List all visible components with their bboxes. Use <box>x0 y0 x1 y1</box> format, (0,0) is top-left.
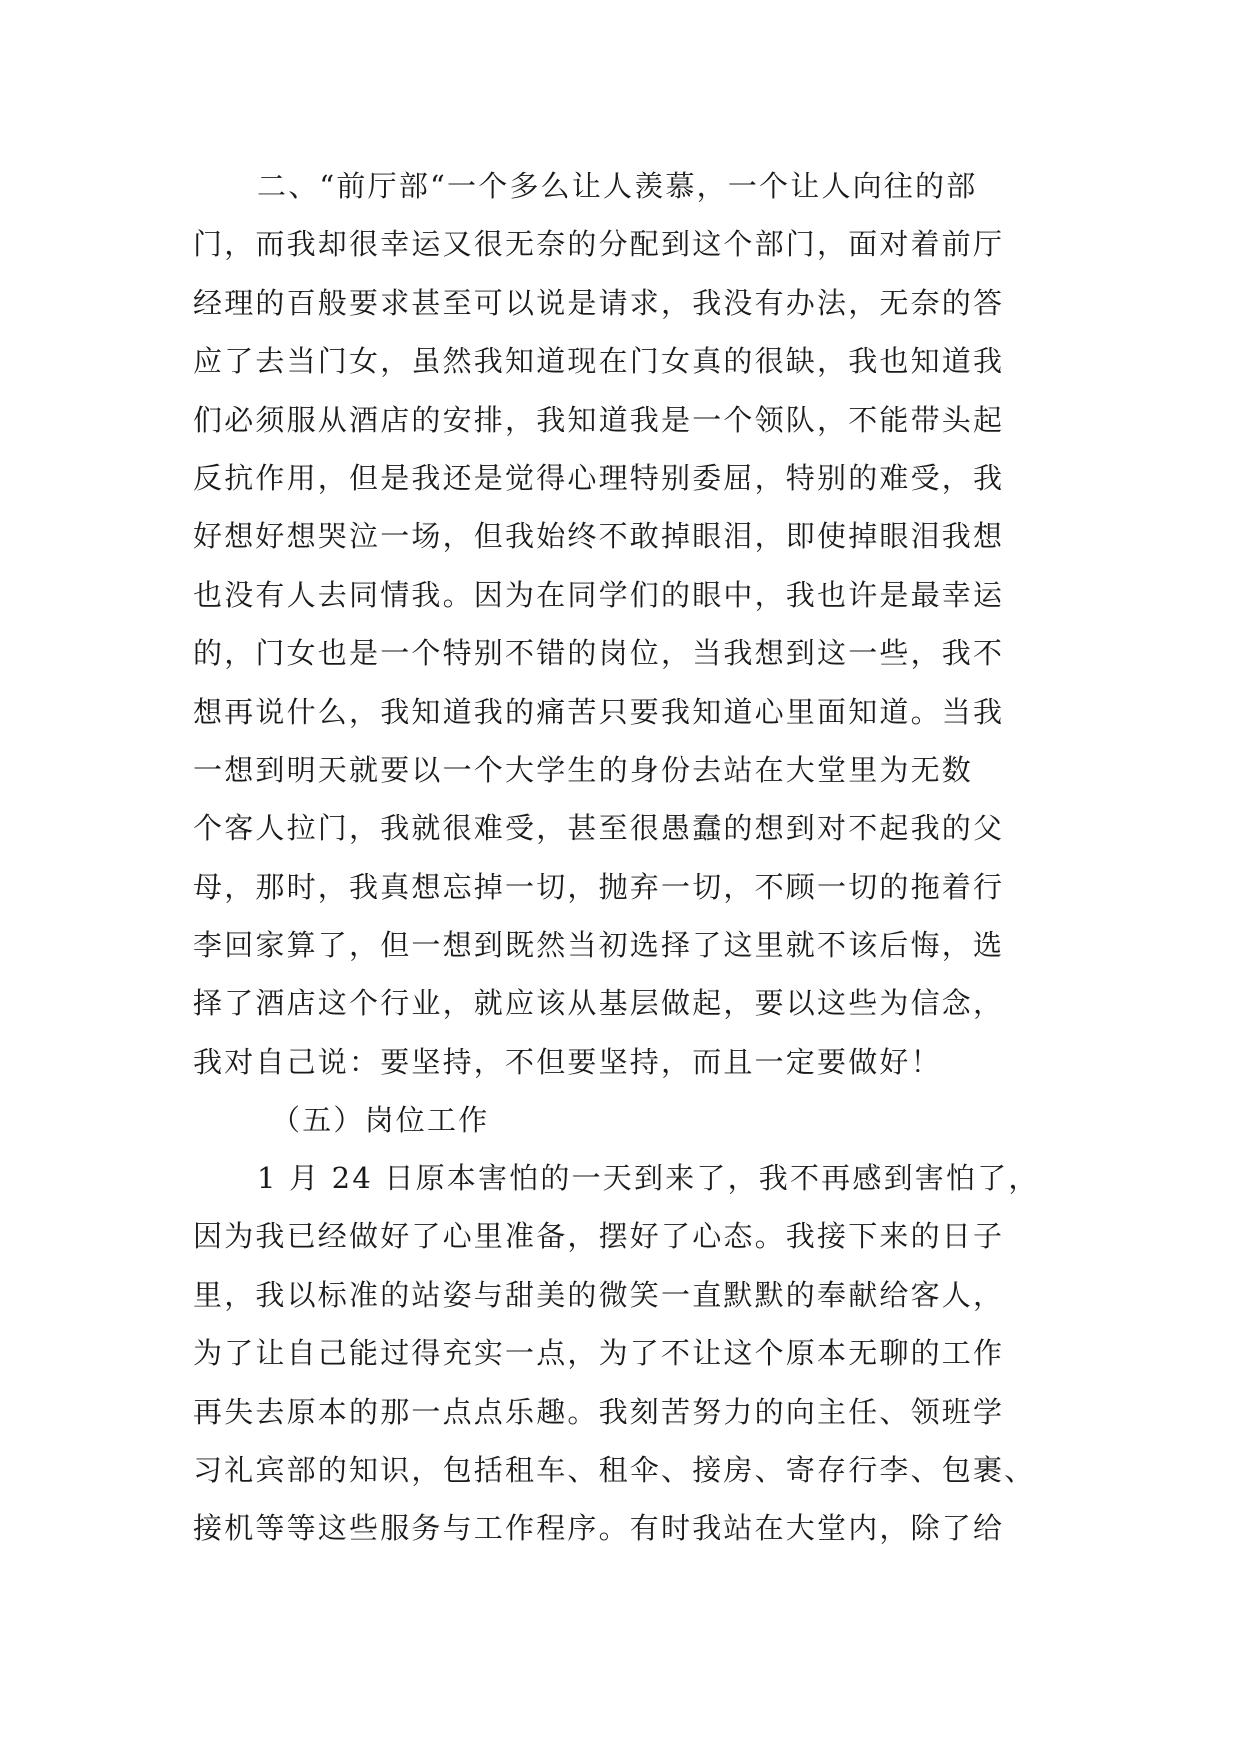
paragraph-line: 好想好想哭泣一场，但我始终不敢掉眼泪，即使掉眼泪我想 <box>193 519 1005 554</box>
paragraph-line: 反抗作用，但是我还是觉得心理特别委屈，特别的难受，我 <box>193 460 1005 495</box>
paragraph-line: 的，门女也是一个特别不错的岗位，当我想到这一些，我不 <box>193 636 1005 671</box>
paragraph-line: 接机等等这些服务与工作程序。有时我站在大堂内，除了给 <box>193 1511 1005 1546</box>
paragraph-line: 经理的百般要求甚至可以说是请求，我没有办法，无奈的答 <box>193 285 1005 320</box>
paragraph-line: 想再说什么，我知道我的痛苦只要我知道心里面知道。当我 <box>193 694 1005 729</box>
paragraph-line: 习礼宾部的知识，包括租车、租伞、接房、寄存行李、包裹、 <box>193 1452 1036 1487</box>
paragraph-line: 因为我已经做好了心里准备，摆好了心态。我接下来的日子 <box>193 1219 1005 1254</box>
paragraph-line: 1 月 24 日原本害怕的一天到来了，我不再感到害怕了， <box>257 1161 1040 1195</box>
paragraph-line: 二、“前厅部“一个多么让人羡慕，一个让人向往的部 <box>257 169 978 203</box>
paragraph-front-office <box>193 157 1048 1091</box>
paragraph-line: 门，而我却很幸运又很无奈的分配到这个部门，面对着前厅 <box>193 227 1005 262</box>
paragraph-line: 母，那时，我真想忘掉一切，抛弃一切，不顾一切的拖着行 <box>193 869 1005 904</box>
paragraph-line: 李回家算了，但一想到既然当初选择了这里就不该后悔，选 <box>193 928 1005 963</box>
paragraph-line: 择了酒店这个行业，就应该从基层做起，要以这些为信念， <box>193 986 1005 1021</box>
paragraph-line: 应了去当门女，虽然我知道现在门女真的很缺，我也知道我 <box>193 344 1005 379</box>
paragraph-line: 一想到明天就要以一个大学生的身份去站在大堂里为无数 <box>193 752 974 787</box>
paragraph-line: 再失去原本的那一点点乐趣。我刻苦努力的向主任、领班学 <box>193 1394 1005 1429</box>
paragraph-line: 我对自己说：要坚持，不但要坚持，而且一定要做好！ <box>193 1044 942 1079</box>
paragraph-line: 个客人拉门，我就很难受，甚至很愚蠢的想到对不起我的父 <box>193 811 1005 846</box>
paragraph-line: 们必须服从酒店的安排，我知道我是一个领队，不能带头起 <box>193 402 1005 437</box>
paragraph-post-work <box>193 1149 1048 1558</box>
paragraph-line: 里，我以标准的站姿与甜美的微笑一直默默的奉献给客人， <box>193 1277 1005 1312</box>
paragraph-line: 也没有人去同情我。因为在同学们的眼中，我也许是最幸运 <box>193 577 1005 612</box>
section-heading-block <box>193 1091 1048 1149</box>
section-heading: （五）岗位工作 <box>271 1103 490 1137</box>
paragraph-line: 为了让自己能过得充实一点，为了不让这个原本无聊的工作 <box>193 1336 1005 1371</box>
